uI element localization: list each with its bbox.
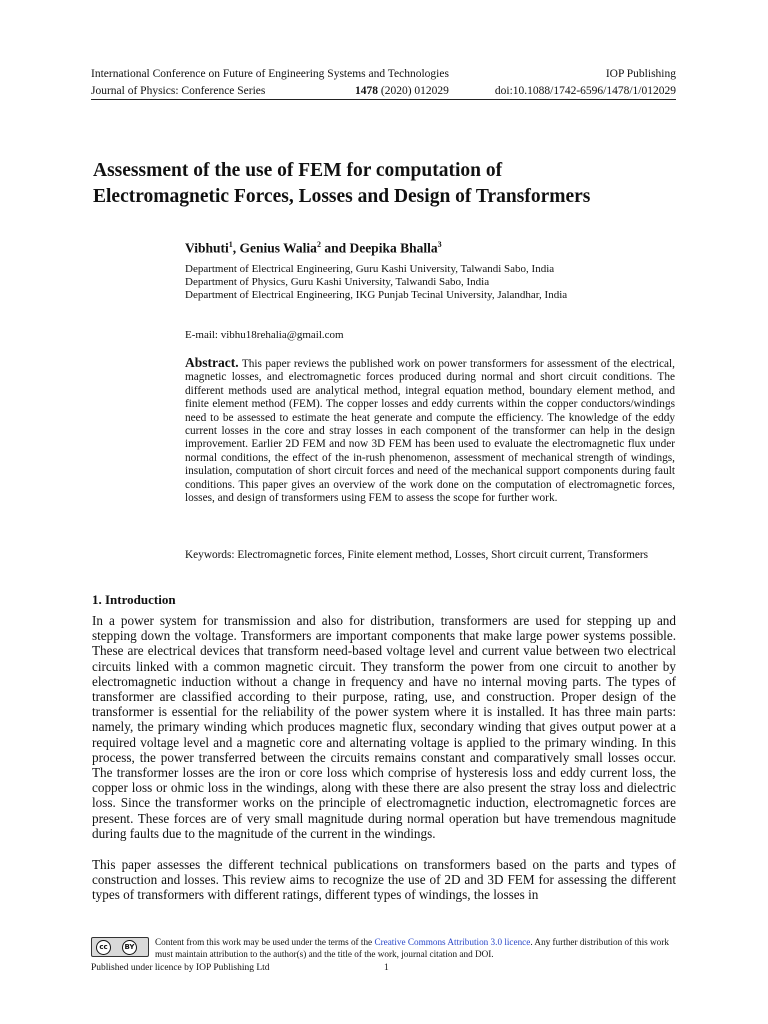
author-2-affil-mark: 2 [316,240,321,249]
volume: 1478 [355,85,378,97]
paper-title [93,158,693,210]
citation [355,84,449,98]
body-paragraph-1: In a power system for transmission and also for distribution, transformers are used for stepping up and stepping down the voltage. Transformers are important components that make large power systems possible. These are electrical devices that transform need-based voltage level and current value between two electrical circuits linked with a common magnetic circuit. They transform the power from one circuit to another by electromagnetic induction without a change in frequency and have no internal moving parts. The types of transformer are classified according to their purpose, rating, use, and construction. Proper design of the transformer is essential for the reliability of the power system where it is installed. It has three main parts: namely, the primary winding which produces magnetic flux, secondary winding that gives output power at a required voltage level and a magnetic core and alternating voltage is applied to the primary winding. In this process, the power transferred between the circuits remains constant and comparatively small losses occur. The transformer losses are the iron or core loss which comprise of hysteresis loss and eddy current loss, the copper loss or ohmic loss in the windings, along with these there are also present the stray loss and dielectric loss. Since the transformer works on the principle of electromagnetic induction, electromagnetic forces are present. These forces are of very small magnitude during normal operation but have tremendous magnitude during faults due to the magnitude of the current in the windings. [92,613,676,841]
by-person-icon: BY [122,940,137,955]
section-heading-introduction: 1. Introduction [92,592,176,607]
published-by: Published under licence by IOP Publishing Ltd [91,963,270,973]
page-number: 1 [384,963,389,973]
year-issue: (2020) 012029 [380,85,449,97]
journal-name: Journal of Physics: Conference Series [91,85,266,97]
cc-circle-icon: cc [96,940,111,955]
title-line-1: Assessment of the use of FEM for computation of [93,160,503,181]
affiliation-2: Department of Physics, Guru Kashi University, Talwandi Sabo, India [185,276,490,288]
running-header-line2 [91,84,676,98]
license-link[interactable]: Creative Commons Attribution 3.0 licence [374,937,531,947]
license-text-pre: Content from this work may be used under the terms of the [155,937,375,947]
doi[interactable]: doi:10.1088/1742-6596/1478/1/012029 [494,85,676,97]
abstract [185,356,675,505]
abstract-text: This paper reviews the published work on power transformers for assessment of the electrical, magnetic losses, and electromagnetic forces produced during normal and short circuit conditions. The different methods used are analytical method, integral equation method, boundary element method, and finite element method (FEM). The copper losses and eddy currents within the copper conductors/windings need to be assessed to estimate the heat generate and compute the efficiency. The knowledge of the eddy current losses in the core and stray losses in each component of the transformer can help in the design improvement. Earlier 2D FEM and now 3D FEM has been used to evaluate the electromagnetic flux under normal conditions, the effect of the in-rush phenomenon, assessment of mechanical strength of windings, insulation, computation of short circuit forces and need of the mechanical support components during fault conditions. This paper gives an overview of the work done on the computation of electromagnetic forces, losses, and design of transformers using FEM to assess the scope for further work. [185,358,675,505]
author-1: Vibhuti [185,240,229,256]
affiliation-1: Department of Electrical Engineering, Guru Kashi University, Talwandi Sabo, India [185,263,555,275]
author-2: , Genius Walia [232,240,317,256]
affiliation-3: Department of Electrical Engineering, IKG Punjab Tecinal University, Jalandhar, India [185,289,568,301]
body-paragraph-2: This paper assesses the different technical publications on transformers based on the parts and types of construction and losses. This review aims to recognize the use of 2D and 3D FEM for assessing the different types of transformers with different ratings, different types of windings, the losses in [92,857,676,903]
author-3-affil-mark: 3 [437,240,442,249]
creative-commons-by-icon[interactable] [91,937,149,957]
header-rule [91,99,676,100]
running-header-line1 [91,67,676,81]
author-3: and Deepika Bhalla [320,240,438,256]
conference-name: International Conference on Future of Engineering Systems and Technologies [91,68,449,80]
contact-email[interactable]: E-mail: vibhu18rehalia@gmail.com [185,329,344,341]
title-line-2: Electromagnetic Forces, Losses and Design of Transformers [93,186,591,207]
author-1-affil-mark: 1 [228,240,233,249]
license-text-post: . Any further distribution of this work must maintain attribution to the author(s) and the title of the work, journal citation and DOI. [155,937,669,959]
abstract-label: Abstract. [185,355,239,370]
author-list [185,240,442,257]
license-text [155,936,677,960]
publisher-name: IOP Publishing [605,68,676,80]
keywords: Keywords: Electromagnetic forces, Finite element method, Losses, Short circuit current, Transformers [185,549,649,561]
